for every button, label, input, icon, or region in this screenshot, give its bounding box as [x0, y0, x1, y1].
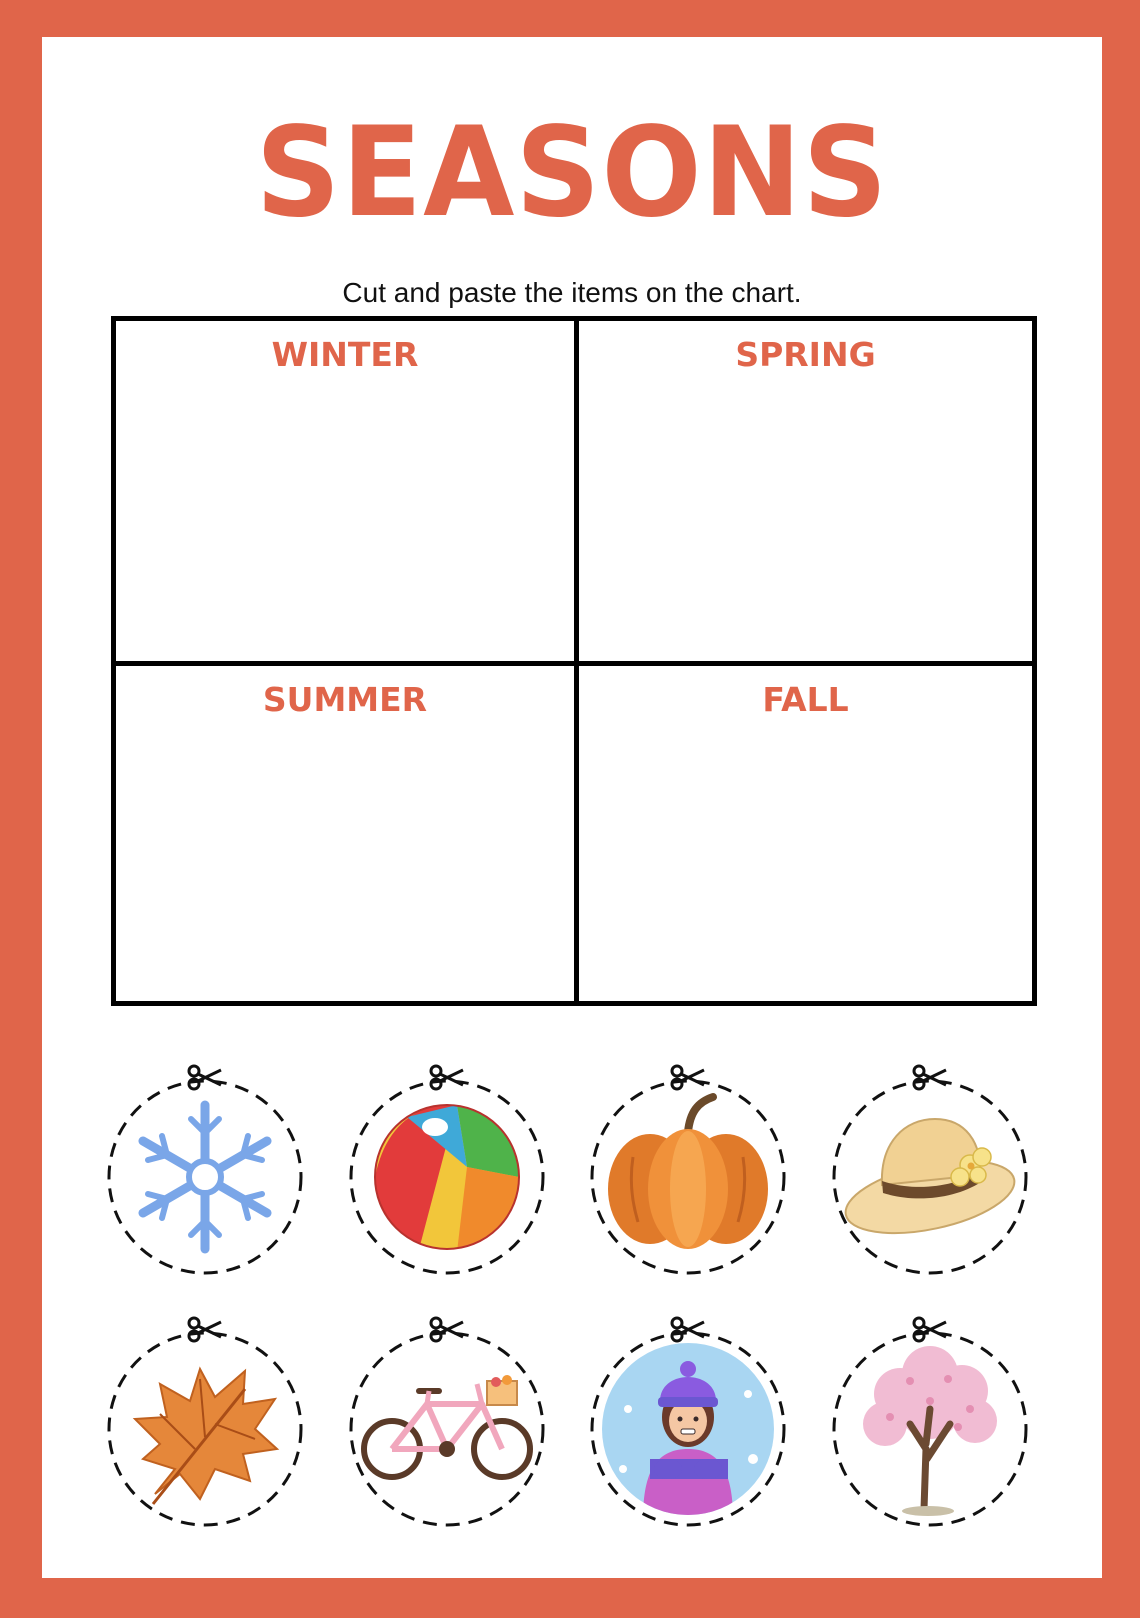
scissors-icon — [914, 1318, 946, 1341]
scissors-icon — [431, 1318, 463, 1341]
beach-ball-icon — [367, 1097, 527, 1257]
cell-spring — [574, 316, 1037, 666]
cutout-sun-hat[interactable] — [830, 1057, 1030, 1287]
cell-label-summer: SUMMER — [262, 680, 428, 719]
cell-winter — [111, 316, 579, 666]
seasons-chart — [111, 316, 1037, 1006]
scissors-icon — [672, 1318, 704, 1341]
cutout-blossom-tree[interactable] — [830, 1309, 1030, 1539]
pumpkin-icon — [608, 1097, 768, 1249]
cold-girl-icon — [602, 1343, 774, 1519]
instructions: Cut and paste the items on the chart. — [342, 277, 802, 308]
blossom-tree-icon — [863, 1346, 997, 1516]
cell-label-fall: FALL — [762, 680, 849, 719]
worksheet — [42, 37, 1102, 1578]
cell-summer — [111, 661, 579, 1006]
scissors-icon — [189, 1066, 221, 1089]
cutout-cold-girl[interactable] — [588, 1309, 788, 1539]
bicycle-icon — [364, 1375, 530, 1477]
autumn-leaf-icon — [135, 1369, 277, 1504]
cutout-snowflake[interactable] — [105, 1057, 305, 1287]
snowflake-icon — [143, 1105, 267, 1249]
scissors-icon — [672, 1066, 704, 1089]
cutout-pumpkin[interactable] — [588, 1057, 788, 1287]
cell-label-winter: WINTER — [271, 335, 419, 374]
cutout-autumn-leaf[interactable] — [105, 1309, 305, 1539]
scissors-icon — [914, 1066, 946, 1089]
scissors-icon — [189, 1318, 221, 1341]
page-title: SEASONS — [255, 99, 889, 245]
cell-label-spring: SPRING — [735, 335, 876, 374]
sun-hat-icon — [839, 1119, 1021, 1246]
cutout-beach-ball[interactable] — [347, 1057, 547, 1287]
cell-fall — [574, 661, 1037, 1006]
scissors-icon — [431, 1066, 463, 1089]
cutout-bicycle[interactable] — [347, 1309, 547, 1539]
